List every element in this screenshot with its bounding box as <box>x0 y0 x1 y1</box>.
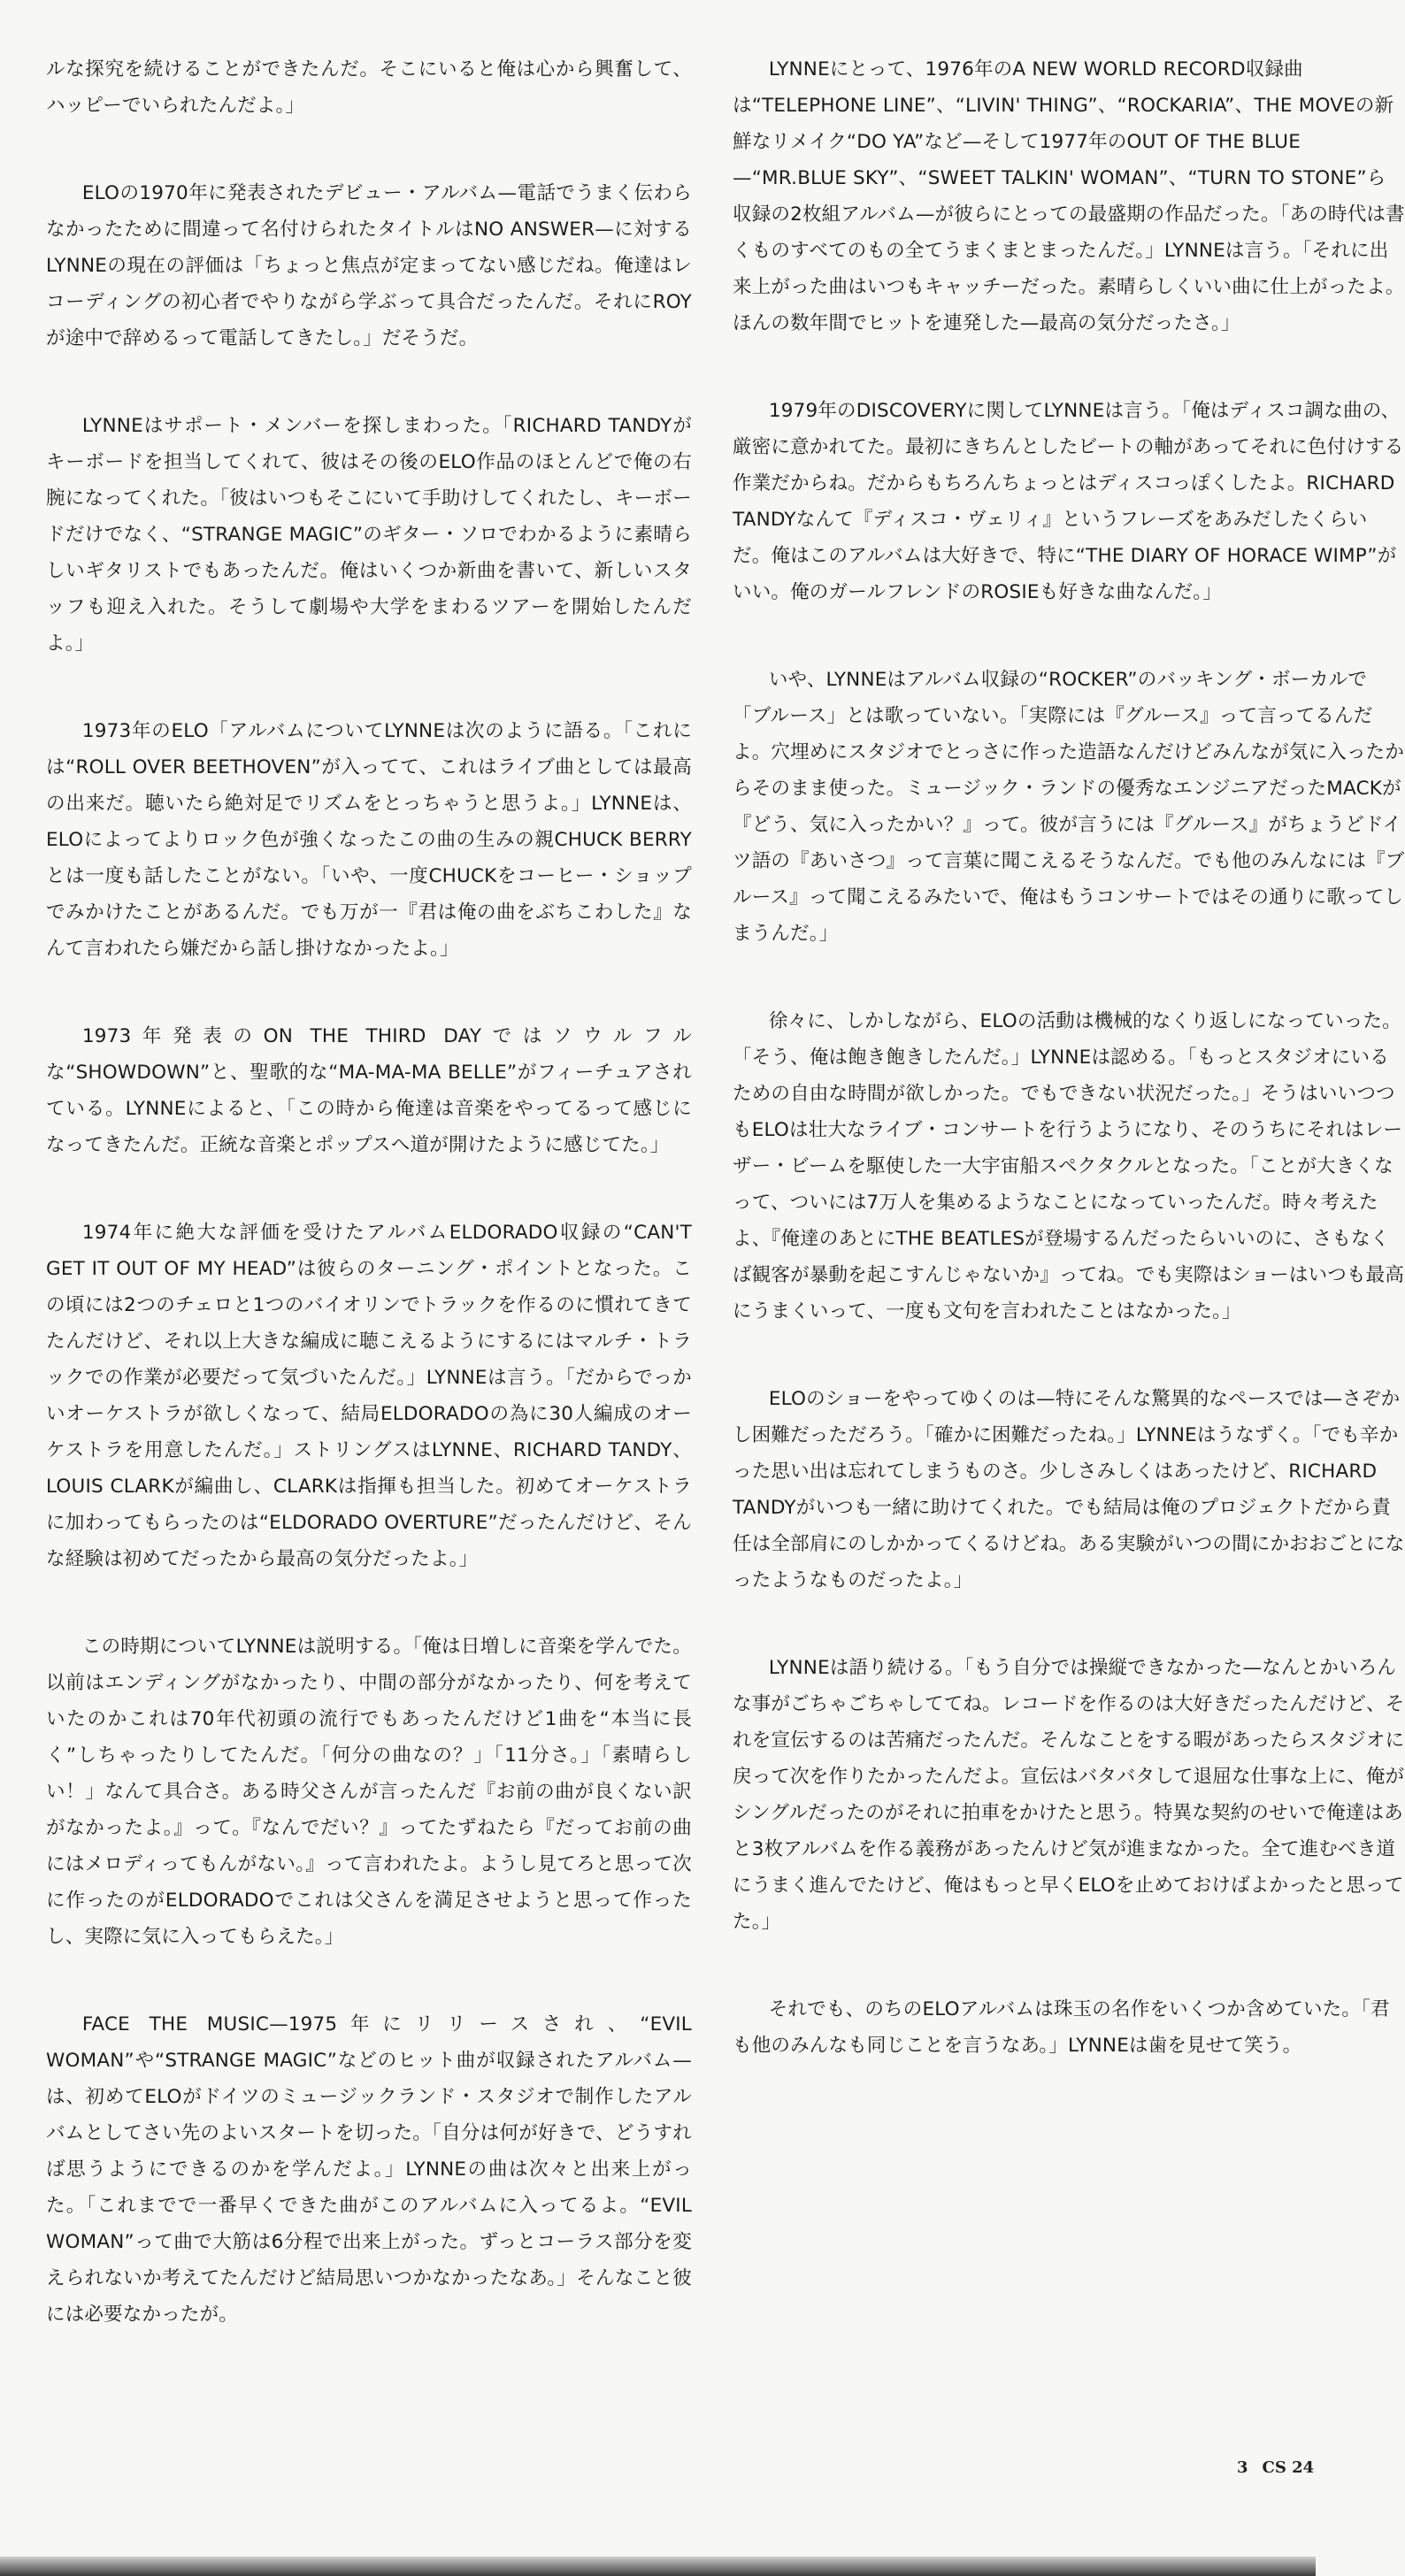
paragraph: LYNNEはサポート・メンバーを探しまわった。「RICHARD TANDYがキーボードを担当してくれて、彼はその後のELO作品のほとんどで俺の右腕になってくれた。「彼はいつもそこにいて手助けしてくれたし、キーボードだけでなく、“STRANGE MAGIC”のギター・ソロでわかるように素晴らしいギタリストでもあったんだ。俺はいくつか新曲を書いて、新しいスタッフも迎え入れた。そうして劇場や大学をまわるツアーを開始したんだよ。」 <box>46 415 692 655</box>
bottom-edge-shadow <box>0 2557 1316 2576</box>
paragraph: それでも、のちのELOアルバムは珠玉の名作をいくつか含めていた。「君も他のみんなも同じことを言うなあ。」LYNNEは歯を見せて笑う。 <box>733 1998 1390 2057</box>
right-column <box>733 51 1405 2115</box>
page-number: 3 <box>1237 2458 1248 2477</box>
paragraph: ルな探究を続けることができたんだ。そこにいると俺は心から興奮して、ハッピーでいられたんだよ。」 <box>46 58 692 117</box>
paragraph: 1974年に絶大な評価を受けたアルバムELDORADO収録の“CAN'T GET IT OUT OF MY HEAD”は彼らのターニング・ポイントとなった。この頃には2つのチェロと1つのバイオリンでトラックを作るのに慣れてきてたんだけど、それ以上大きな編成に聴こえるようにするにはマルチ・トラックでの作業が必要だって気づいたんだ。」LYNNEは言う。「だからでっかいオーケストラが欲しくなって、結局ELDORADOの為に30人編成のオーケストラを用意したんだ。」ストリングスはLYNNE、RICHARD TANDY、LOUIS CLARKが編曲し、CLARKは指揮も担当した。初めてオーケストラに加わってもらったのは“ELDORADO OVERTURE”だったんだけど、そんな経験は初めてだったから最高の気分だったよ。」 <box>46 1222 692 1570</box>
paragraph: LYNNEは語り続ける。「もう自分では操縦できなかった—なんとかいろんな事がごちゃごちゃしててね。レコードを作るのは大好きだったんだけど、それを宣伝するのは苦痛だったんだ。そんなことをする暇があったらスタジオに戻って次を作りたかったんだよ。宣伝はバタバタして退屈な仕事な上に、俺がシングルだったのがそれに拍車をかけたと思う。特異な契約のせいで俺達はあと3枚アルバムを作る義務があったんけど気が進まなかった。全て進むべき道にうまく進んでたけど、俺はもっと早くELOを止めておけばよかったと思ってた。」 <box>733 1657 1405 1933</box>
paragraph: この時期についてLYNNEは説明する。「俺は日増しに音楽を学んでた。以前はエンディングがなかったり、中間の部分がなかったり、何を考えていたのかこれは70年代初頭の流行でもあったんだけど1曲を“本当に長く”しちゃったりしてたんだ。「何分の曲なの？」「11分さ。」「素晴らしい！」なんて具合さ。ある時父さんが言ったんだ『お前の曲が良くない訳がなかったよ。』って。『なんでだい？』ってたずねたら『だってお前の曲にはメロディってもんがない。』って言われたよ。ようし見てろと思って次に作ったのがELDORADOでこれは父さんを満足させようと思って作ったし、実際に気に入ってもらえた。」 <box>46 1636 692 1948</box>
paragraph: いや、LYNNEはアルバム収録の“ROCKER”のバッキング・ボーカルで「ブルース」とは歌っていない。「実際には『グルース』って言ってるんだよ。穴埋めにスタジオでとっさに作った造語なんだけどみんなが気に入ったからそのまま使った。ミュージック・ランドの優秀なエンジニアだったMACKが『どう、気に入ったかい？』って。彼が言うには『グルース』がちょうどドイツ語の『あいさつ』って言葉に聞こえるそうなんだ。でも他のみんなには『ブルース』って聞こえるみたいで、俺はもうコンサートではその通りに歌ってしまうんだ。」 <box>733 669 1405 945</box>
paragraph: 徐々に、しかしながら、ELOの活動は機械的なくり返しになっていった。「そう、俺は飽き飽きしたんだ。」LYNNEは認める。「もっとスタジオにいるための自由な時間が欲しかった。でもできない状況だった。」そうはいいつつもELOは壮大なライブ・コンサートを行うようになり、そのうちにそれはレーザー・ビームを駆使した一大宇宙船スペクタクルとなった。「ことが大きくなって、ついには7万人を集めるようなことになっていったんだ。時々考えたよ、『俺達のあとにTHE BEATLESが登場するんだったらいいのに、さもなくば観客が暴動を起こすんじゃないか』ってね。でも実際はショーはいつも最高にうまくいって、一度も文句を言われたことはなかった。」 <box>733 1010 1405 1322</box>
left-column <box>46 51 692 2384</box>
paragraph: 1973年のELO「アルバムについてLYNNEは次のように語る。「これには“ROLL OVER BEETHOVEN”が入ってて、これはライブ曲としては最高の出来だ。聴いたら絶対足でリズムをとっちゃうと思うよ。」LYNNEは、ELOによってよりロック色が強くなったこの曲の生みの親CHUCK BERRY とは一度も話したことがない。「いや、一度CHUCKをコーヒー・ショップでみかけたことがあるんだ。でも万が一『君は俺の曲をぶちこわした』なんて言われたら嫌だから話し掛けなかったよ。」 <box>46 720 692 960</box>
catalog-code: CS 24 <box>1262 2458 1315 2477</box>
paragraph: LYNNEにとって、1976年のA NEW WORLD RECORD収録曲は“TELEPHONE LINE”、“LIVIN' THING”、“ROCKARIA”、THE MOVEの新鮮なリメイク“DO YA”など—そして1977年のOUT OF THE BLUE—“MR.BLUE SKY”、“SWEET TALKIN' WOMAN”、“TURN TO STONE”ら収録の2枚組アルバム—が彼らにとっての最盛期の作品だった。「あの時代は書くものすべてのもの全てうまくまとまったんだ。」LYNNEは言う。「それに出来上がった曲はいつもキャッチーだった。素晴らしくいい曲に仕上がったよ。ほんの数年間でヒットを連発した—最高の気分だったさ。」 <box>733 58 1405 334</box>
paragraph: ELOのショーをやってゆくのは—特にそんな驚異的なペースでは—さぞかし困難だっただろう。「確かに困難だったね。」LYNNEはうなずく。「でも辛かった思い出は忘れてしまうものさ。少しさみしくはあったけど、RICHARD TANDYがいつも一緒に助けてくれた。でも結局は俺のプロジェクトだから責任は全部肩にのしかかってくるけどね。ある実験がいつの間にかおおごとになったようなものだったよ。」 <box>733 1388 1405 1591</box>
paragraph: ELOの1970年に発表されたデビュー・アルバム—電話でうまく伝わらなかったために間違って名付けられたタイトルはNO ANSWER—に対するLYNNEの現在の評価は「ちょっと焦点が定まってない感じだね。俺達はレコーディングの初心者でやりながら学ぶって具合だったんだ。それにROYが途中で辞めるって電話してきたし。」だそうだ。 <box>46 182 692 349</box>
paragraph: 1973年発表のON THE THIRD DAYではソウルフルな“SHOWDOWN”と、聖歌的な“MA-MA-MA BELLE”がフィーチュアされている。LYNNEによると、「この時から俺達は音楽をやってるって感じになってきたんだ。正統な音楽とポップスへ道が開けたように感じてた。」 <box>46 1025 692 1156</box>
page-folio <box>1237 2458 1328 2477</box>
paragraph: FACE THE MUSIC—1975年にリリースされ、“EVIL WOMAN”や“STRANGE MAGIC”などのヒット曲が収録されたアルバム— は、初めてELOがドイツのミュージックランド・スタジオで制作したアルバムとしてさい先のよいスタートを切った。「自分は何が好きで、どうすれば思うようにできるのかを学んだよ。」LYNNEの曲は次々と出来上がった。「これまでで一番早くできた曲がこのアルバムに入ってるよ。“EVIL WOMAN”って曲で大筋は6分程で出来上がった。ずっとコーラス部分を変えられないか考えてたんだけど結局思いつかなかったなあ。」そんなこと彼には必要なかったが。 <box>46 2013 692 2326</box>
paragraph: 1979年のDISCOVERYに関してLYNNEは言う。「俺はディスコ調な曲の、厳密に意かれてた。最初にきちんとしたビートの軸があってそれに色付けする作業だからね。だからもちろんちょっとはディスコっぽくしたよ。RICHARD TANDYなんて『ディスコ・ヴェリィ』というフレーズをあみだしたくらいだ。俺はこのアルバムは大好きで、特に“THE DIARY OF HORACE WIMP”がいい。俺のガールフレンドのROSIEも好きな曲なんだ。」 <box>733 400 1404 603</box>
